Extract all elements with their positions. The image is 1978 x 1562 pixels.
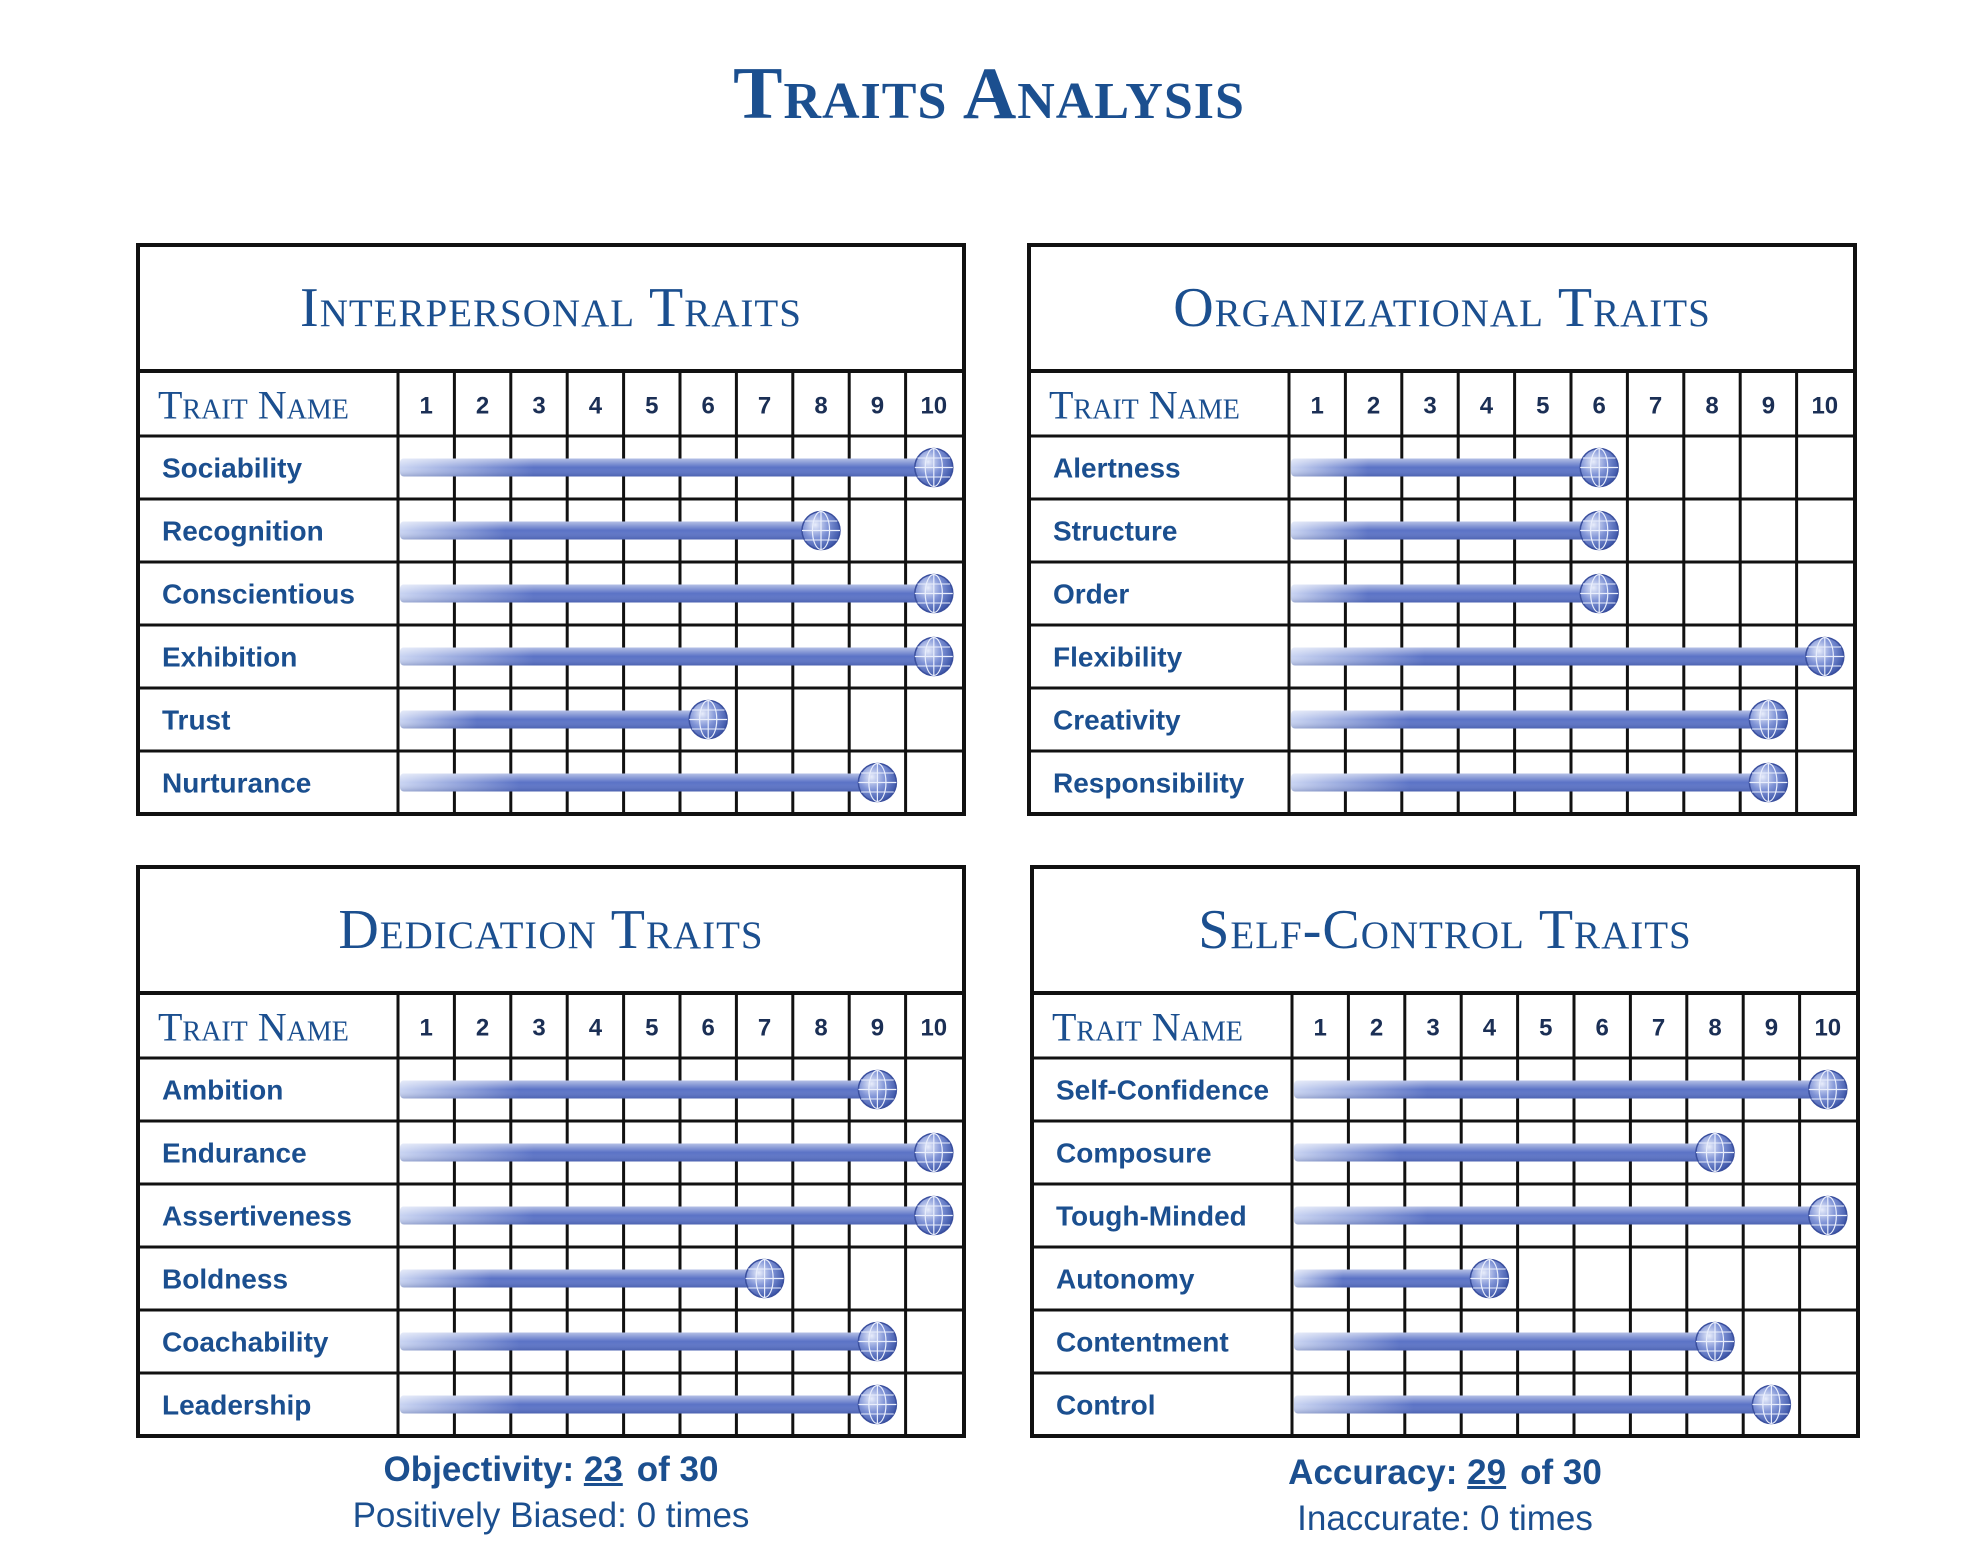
globe-marker-icon: [915, 1134, 953, 1172]
tick-label-8: 8: [1705, 392, 1719, 420]
tick-label-10: 10: [1814, 1014, 1842, 1042]
interpersonal-traits-title: Interpersonal Traits: [140, 247, 962, 373]
globe-marker-icon: [1696, 1134, 1734, 1172]
tick-label-3: 3: [532, 392, 546, 420]
bar-shading-tough-minded: [1294, 1207, 1828, 1225]
trait-name-header: Trait Name: [158, 1004, 349, 1050]
globe-marker-icon: [802, 512, 840, 550]
bar-shading-responsibility: [1291, 774, 1768, 792]
tick-label-3: 3: [1426, 1014, 1440, 1042]
trait-label-structure: Structure: [1053, 515, 1178, 547]
globe-marker-icon: [1696, 1323, 1734, 1361]
globe-marker-icon: [689, 701, 727, 739]
dedication-traits-chart: [140, 995, 962, 1434]
bar-shading-leadership: [400, 1396, 877, 1414]
objectivity-score: 23: [583, 1450, 623, 1489]
positively-biased-value: 0 times: [636, 1496, 750, 1535]
trait-label-leadership: Leadership: [162, 1389, 312, 1421]
globe-marker-icon: [915, 575, 953, 613]
tick-label-5: 5: [1536, 392, 1550, 420]
trait-label-boldness: Boldness: [162, 1263, 289, 1295]
bar-shading-order: [1291, 585, 1599, 603]
bar-shading-trust: [400, 711, 708, 729]
bar-shading-endurance: [400, 1144, 934, 1162]
trait-label-contentment: Contentment: [1056, 1326, 1229, 1358]
bar-shading-coachability: [400, 1333, 877, 1351]
globe-marker-icon: [858, 1323, 896, 1361]
objectivity-summary: [136, 1450, 966, 1536]
accuracy-total: of 30: [1520, 1453, 1602, 1492]
objectivity-total: of 30: [636, 1450, 719, 1489]
tick-label-5: 5: [645, 392, 659, 420]
trait-label-tough-minded: Tough-Minded: [1056, 1200, 1247, 1232]
bar-shading-structure: [1291, 522, 1599, 540]
self-control-traits-panel: [1030, 865, 1860, 1438]
tick-label-1: 1: [419, 392, 433, 420]
tick-label-4: 4: [1482, 1014, 1497, 1042]
trait-label-conscientious: Conscientious: [162, 578, 355, 610]
accuracy-summary: [1030, 1453, 1860, 1539]
trait-label-responsibility: Responsibility: [1053, 767, 1245, 799]
trait-name-header: Trait Name: [1049, 382, 1240, 428]
tick-label-9: 9: [1761, 392, 1776, 420]
bar-shading-sociability: [400, 459, 934, 477]
tick-label-8: 8: [1708, 1014, 1722, 1042]
tick-label-4: 4: [1479, 392, 1494, 420]
trait-label-alertness: Alertness: [1053, 452, 1181, 484]
bar-shading-control: [1294, 1396, 1771, 1414]
tick-label-2: 2: [475, 392, 490, 420]
bar-shading-ambition: [400, 1081, 877, 1099]
page-title: Traits Analysis: [733, 53, 1245, 135]
trait-label-autonomy: Autonomy: [1056, 1263, 1195, 1295]
tick-label-2: 2: [1366, 392, 1381, 420]
trait-label-nurturance: Nurturance: [162, 767, 312, 799]
tick-label-5: 5: [645, 1014, 659, 1042]
globe-marker-icon: [915, 638, 953, 676]
globe-marker-icon: [1806, 638, 1844, 676]
tick-label-7: 7: [757, 392, 772, 420]
inaccurate-value: 0 times: [1480, 1499, 1593, 1538]
globe-marker-icon: [1580, 575, 1618, 613]
globe-marker-icon: [1809, 1071, 1847, 1109]
globe-marker-icon: [1749, 701, 1787, 739]
tick-label-8: 8: [814, 1014, 828, 1042]
tick-label-4: 4: [588, 392, 603, 420]
tick-label-1: 1: [1313, 1014, 1327, 1042]
tick-label-10: 10: [920, 1014, 948, 1042]
globe-marker-icon: [915, 449, 953, 487]
trait-label-order: Order: [1053, 578, 1130, 610]
globe-marker-icon: [1749, 764, 1787, 802]
interpersonal-traits-panel: [136, 243, 966, 816]
self-control-traits-title: Self-Control Traits: [1034, 869, 1856, 995]
trait-label-endurance: Endurance: [162, 1137, 307, 1169]
trait-name-header: Trait Name: [1052, 1004, 1243, 1050]
globe-marker-icon: [858, 764, 896, 802]
tick-label-4: 4: [588, 1014, 603, 1042]
bar-shading-conscientious: [400, 585, 934, 603]
tick-label-9: 9: [870, 392, 885, 420]
trait-label-flexibility: Flexibility: [1053, 641, 1183, 673]
tick-label-1: 1: [1310, 392, 1324, 420]
tick-label-3: 3: [1423, 392, 1437, 420]
tick-label-9: 9: [1764, 1014, 1779, 1042]
globe-marker-icon: [858, 1386, 896, 1424]
globe-marker-icon: [915, 1197, 953, 1235]
accuracy-label: Accuracy:: [1288, 1453, 1458, 1492]
tick-label-3: 3: [532, 1014, 546, 1042]
globe-marker-icon: [1580, 449, 1618, 487]
globe-marker-icon: [1809, 1197, 1847, 1235]
globe-marker-icon: [746, 1260, 784, 1298]
trait-label-self-confidence: Self-Confidence: [1056, 1074, 1270, 1106]
trait-label-composure: Composure: [1056, 1137, 1212, 1169]
bar-shading-autonomy: [1294, 1270, 1489, 1288]
bar-shading-flexibility: [1291, 648, 1825, 666]
trait-label-trust: Trust: [162, 704, 231, 736]
organizational-traits-chart: [1031, 373, 1853, 812]
tick-label-1: 1: [419, 1014, 433, 1042]
bar-shading-boldness: [400, 1270, 765, 1288]
bar-shading-creativity: [1291, 711, 1768, 729]
dedication-traits-panel: [136, 865, 966, 1438]
globe-marker-icon: [858, 1071, 896, 1109]
trait-name-header: Trait Name: [158, 382, 349, 428]
trait-label-control: Control: [1056, 1389, 1156, 1421]
bar-shading-recognition: [400, 522, 821, 540]
objectivity-label: Objectivity:: [383, 1450, 575, 1489]
bar-shading-alertness: [1291, 459, 1599, 477]
bar-shading-assertiveness: [400, 1207, 934, 1225]
bar-shading-contentment: [1294, 1333, 1715, 1351]
trait-label-sociability: Sociability: [162, 452, 303, 484]
tick-label-8: 8: [814, 392, 828, 420]
globe-marker-icon: [1580, 512, 1618, 550]
self-control-traits-chart: [1034, 995, 1856, 1434]
globe-marker-icon: [1752, 1386, 1790, 1424]
organizational-traits-panel: [1027, 243, 1857, 816]
tick-label-7: 7: [1648, 392, 1663, 420]
tick-label-10: 10: [1811, 392, 1839, 420]
tick-label-6: 6: [701, 392, 715, 420]
bar-shading-composure: [1294, 1144, 1715, 1162]
trait-label-ambition: Ambition: [162, 1074, 284, 1106]
trait-label-recognition: Recognition: [162, 515, 324, 547]
trait-label-creativity: Creativity: [1053, 704, 1181, 736]
tick-label-6: 6: [1595, 1014, 1609, 1042]
tick-label-7: 7: [1651, 1014, 1666, 1042]
bar-shading-self-confidence: [1294, 1081, 1828, 1099]
interpersonal-traits-chart: [140, 373, 962, 812]
dedication-traits-title: Dedication Traits: [140, 869, 962, 995]
bar-shading-exhibition: [400, 648, 934, 666]
tick-label-10: 10: [920, 392, 948, 420]
globe-marker-icon: [1470, 1260, 1508, 1298]
tick-label-2: 2: [1369, 1014, 1384, 1042]
bar-shading-nurturance: [400, 774, 877, 792]
trait-label-exhibition: Exhibition: [162, 641, 298, 673]
tick-label-6: 6: [1592, 392, 1606, 420]
tick-label-6: 6: [701, 1014, 715, 1042]
trait-label-assertiveness: Assertiveness: [162, 1200, 352, 1232]
positively-biased-label: Positively Biased:: [352, 1496, 627, 1535]
inaccurate-label: Inaccurate:: [1297, 1499, 1471, 1538]
tick-label-2: 2: [475, 1014, 490, 1042]
accuracy-score: 29: [1467, 1453, 1507, 1492]
tick-label-9: 9: [870, 1014, 885, 1042]
organizational-traits-title: Organizational Traits: [1031, 247, 1853, 373]
tick-label-7: 7: [757, 1014, 772, 1042]
trait-label-coachability: Coachability: [162, 1326, 329, 1358]
tick-label-5: 5: [1539, 1014, 1553, 1042]
